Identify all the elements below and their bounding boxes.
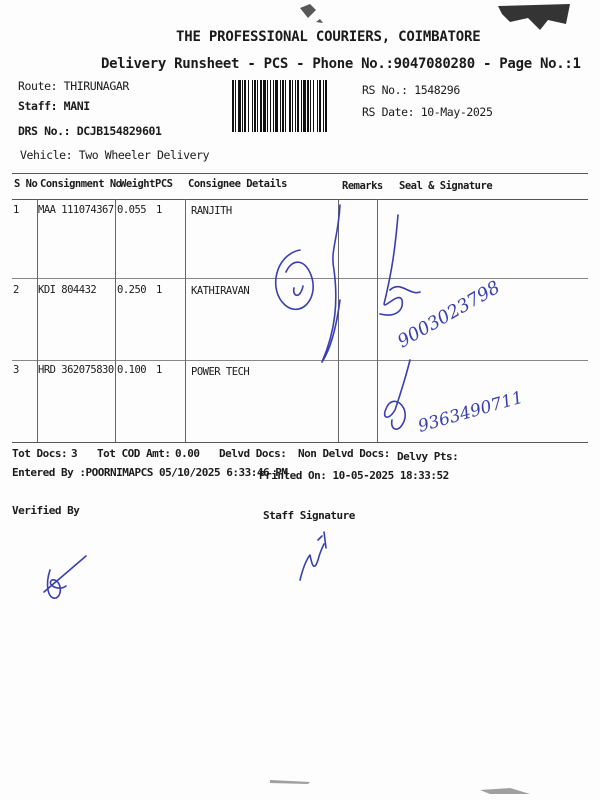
col-header-pcs: PCS	[155, 178, 173, 190]
row1-consignee: RANJITH	[191, 205, 232, 217]
row3-consignment: HRD 362075830	[38, 364, 114, 376]
route-label: Route: THIRUNAGAR	[18, 79, 129, 93]
company-name: THE PROFESSIONAL COURIERS, COIMBATORE	[176, 29, 481, 45]
remarks-signature	[276, 250, 314, 309]
handwritten-phone-2: 9363490711	[415, 387, 526, 437]
remarks-signature-stroke	[322, 205, 340, 362]
non-delvd-docs-label: Non Delvd Docs:	[298, 447, 390, 460]
printed-on: Printed On: 10-05-2025 18:33:52	[259, 469, 449, 482]
delvd-docs-label: Delvd Docs:	[219, 447, 287, 460]
row2-consignment: KDI 804432	[38, 284, 97, 296]
row2-pcs: 1	[156, 284, 162, 296]
col-header-weight: Weight	[120, 178, 155, 190]
staff-signature-label: Staff Signature	[263, 509, 355, 522]
tot-cod-value: 0.00	[175, 447, 200, 460]
row1-pcs: 1	[156, 204, 162, 216]
row3-sno: 3	[13, 364, 19, 376]
col-header-remarks: Remarks	[342, 180, 383, 192]
row1-sno: 1	[13, 204, 19, 216]
col-header-consignee: Consignee Details	[188, 178, 287, 190]
verified-by-label: Verified By	[12, 504, 80, 517]
col-header-seal: Seal & Signature	[399, 180, 493, 192]
delvy-pts-label: Delvy Pts:	[397, 450, 459, 463]
drs-number: DRS No.: DCJB154829601	[18, 124, 162, 138]
row1-consignment: MAA 111074367	[38, 204, 114, 216]
rs-number: RS No.: 1548296	[362, 83, 460, 97]
tot-cod-label: Tot COD Amt:	[97, 447, 171, 460]
vehicle-label: Vehicle: Two Wheeler Delivery	[20, 148, 210, 162]
staff-signature	[300, 532, 326, 580]
col-header-sno: S No	[14, 178, 38, 190]
col-header-consignment: Consignment No	[40, 178, 122, 190]
staff-label: Staff: MANI	[18, 99, 90, 113]
verified-signature	[44, 556, 86, 598]
tot-docs-label: Tot Docs:	[12, 447, 68, 460]
row3-weight: 0.100	[117, 364, 147, 376]
tot-docs-value: 3	[71, 447, 78, 460]
row1-weight: 0.055	[117, 204, 147, 216]
runsheet-title: Delivery Runsheet - PCS - Phone No.:9047080280 - Page No.:1	[101, 56, 581, 72]
row2-sno: 2	[13, 284, 19, 296]
rs-date: RS Date: 10-May-2025	[362, 105, 493, 119]
row3-pcs: 1	[156, 364, 162, 376]
seal-signature-row2	[380, 215, 420, 315]
row2-consignee: KATHIRAVAN	[191, 285, 250, 297]
row2-weight: 0.250	[117, 284, 147, 296]
handwritten-phone-1: 9003023798	[394, 276, 504, 353]
entered-by: Entered By :POORNIMAPCS 05/10/2025 6:33:46 PM	[12, 466, 288, 479]
row3-consignee: POWER TECH	[191, 366, 250, 378]
seal-signature-row3	[385, 360, 410, 429]
